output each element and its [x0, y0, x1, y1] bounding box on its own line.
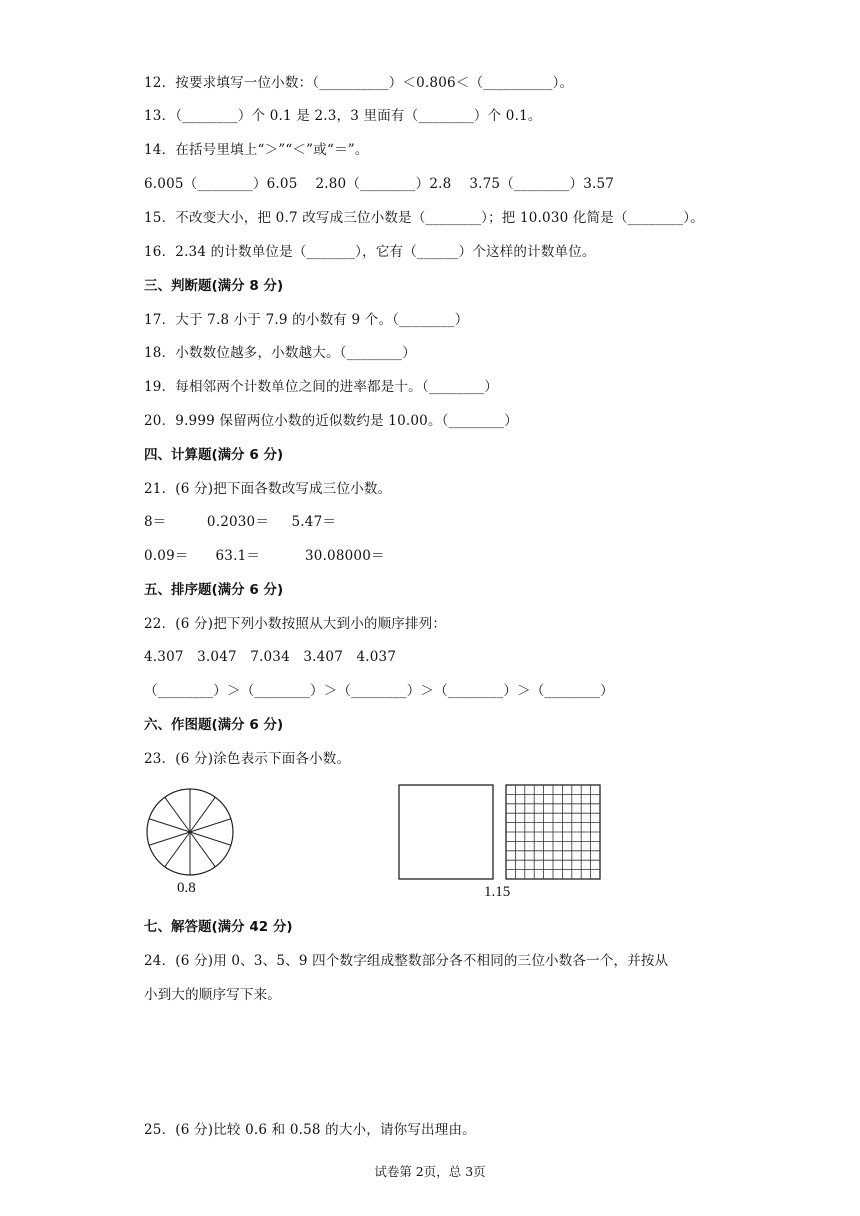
- question-14-items: 6.005（________）6.05 2.80（________）2.8 3.75（________）3.57: [144, 176, 615, 192]
- question-21-row-1: 8＝ 0.2030＝ 5.47＝: [144, 514, 337, 530]
- circle-spoke: [165, 797, 190, 832]
- circle-spoke: [149, 819, 190, 832]
- grid-square-figure: [505, 784, 601, 880]
- circle-figure-label: 0.8: [177, 880, 196, 896]
- section-heading-drawing: 六、作图题(满分 6 分): [144, 717, 284, 733]
- circle-spoke: [190, 832, 231, 845]
- question-14: 14．在括号里填上“＞”“＜”或“＝”。: [144, 142, 369, 158]
- whole-square-figure: [398, 784, 494, 880]
- question-22: 22．(6 分)把下列小数按照从大到小的顺序排列：: [144, 616, 447, 632]
- section-heading-judgement: 三、判断题(满分 8 分): [144, 278, 284, 294]
- circle-spoke: [149, 832, 190, 845]
- circle-spoke: [190, 819, 231, 832]
- circle-spoke: [190, 797, 215, 832]
- question-20: 20．9.999 保留两位小数的近似数约是 10.00。（________）: [144, 413, 518, 429]
- section-heading-ordering: 五、排序题(满分 6 分): [144, 582, 284, 598]
- circle-spoke: [190, 832, 215, 867]
- circle-spoke: [165, 832, 190, 867]
- page-footer: 试卷第 2页，总 3页: [374, 1164, 486, 1179]
- question-18: 18．小数数位越多，小数越大。（________）: [144, 345, 416, 361]
- question-22-blanks: （________）＞（________）＞（________）＞（________）＞（________）: [144, 683, 614, 699]
- question-21: 21．(6 分)把下面各数改写成三位小数。: [144, 481, 392, 497]
- section-heading-calculation: 四、计算题(满分 6 分): [144, 447, 284, 463]
- circle-figure: [144, 786, 236, 878]
- question-12: 12．按要求填写一位小数：（__________）＜0.806＜（__________）。: [144, 75, 574, 91]
- question-22-numbers: 4.307 3.047 7.034 3.407 4.037: [144, 649, 397, 665]
- question-16: 16．2.34 的计数单位是（_______），它有（______）个这样的计数单位。: [144, 244, 596, 260]
- question-24-line-1: 24．(6 分)用 0、3、5、9 四个数字组成整数部分各不相同的三位小数各一个，并按从: [144, 953, 669, 969]
- question-19: 19．每相邻两个计数单位之间的进率都是十。（________）: [144, 379, 499, 395]
- question-13: 13．（________）个 0.1 是 2.3，3 里面有（________）个 0.1。: [144, 108, 542, 124]
- question-24-line-2: 小到大的顺序写下来。: [144, 987, 281, 1003]
- question-23: 23．(6 分)涂色表示下面各小数。: [144, 751, 351, 767]
- section-heading-answers: 七、解答题(满分 42 分): [144, 919, 293, 935]
- question-25: 25．(6 分)比较 0.6 和 0.58 的大小，请你写出理由。: [144, 1122, 476, 1138]
- square-figure-label: 1.15: [484, 884, 511, 900]
- question-21-row-2: 0.09＝ 63.1＝ 30.08000＝: [144, 548, 385, 564]
- question-17: 17．大于 7.8 小于 7.9 的小数有 9 个。（________）: [144, 312, 469, 328]
- question-15: 15．不改变大小，把 0.7 改写成三位小数是（________）；把 10.030 化简是（________）。: [144, 210, 704, 226]
